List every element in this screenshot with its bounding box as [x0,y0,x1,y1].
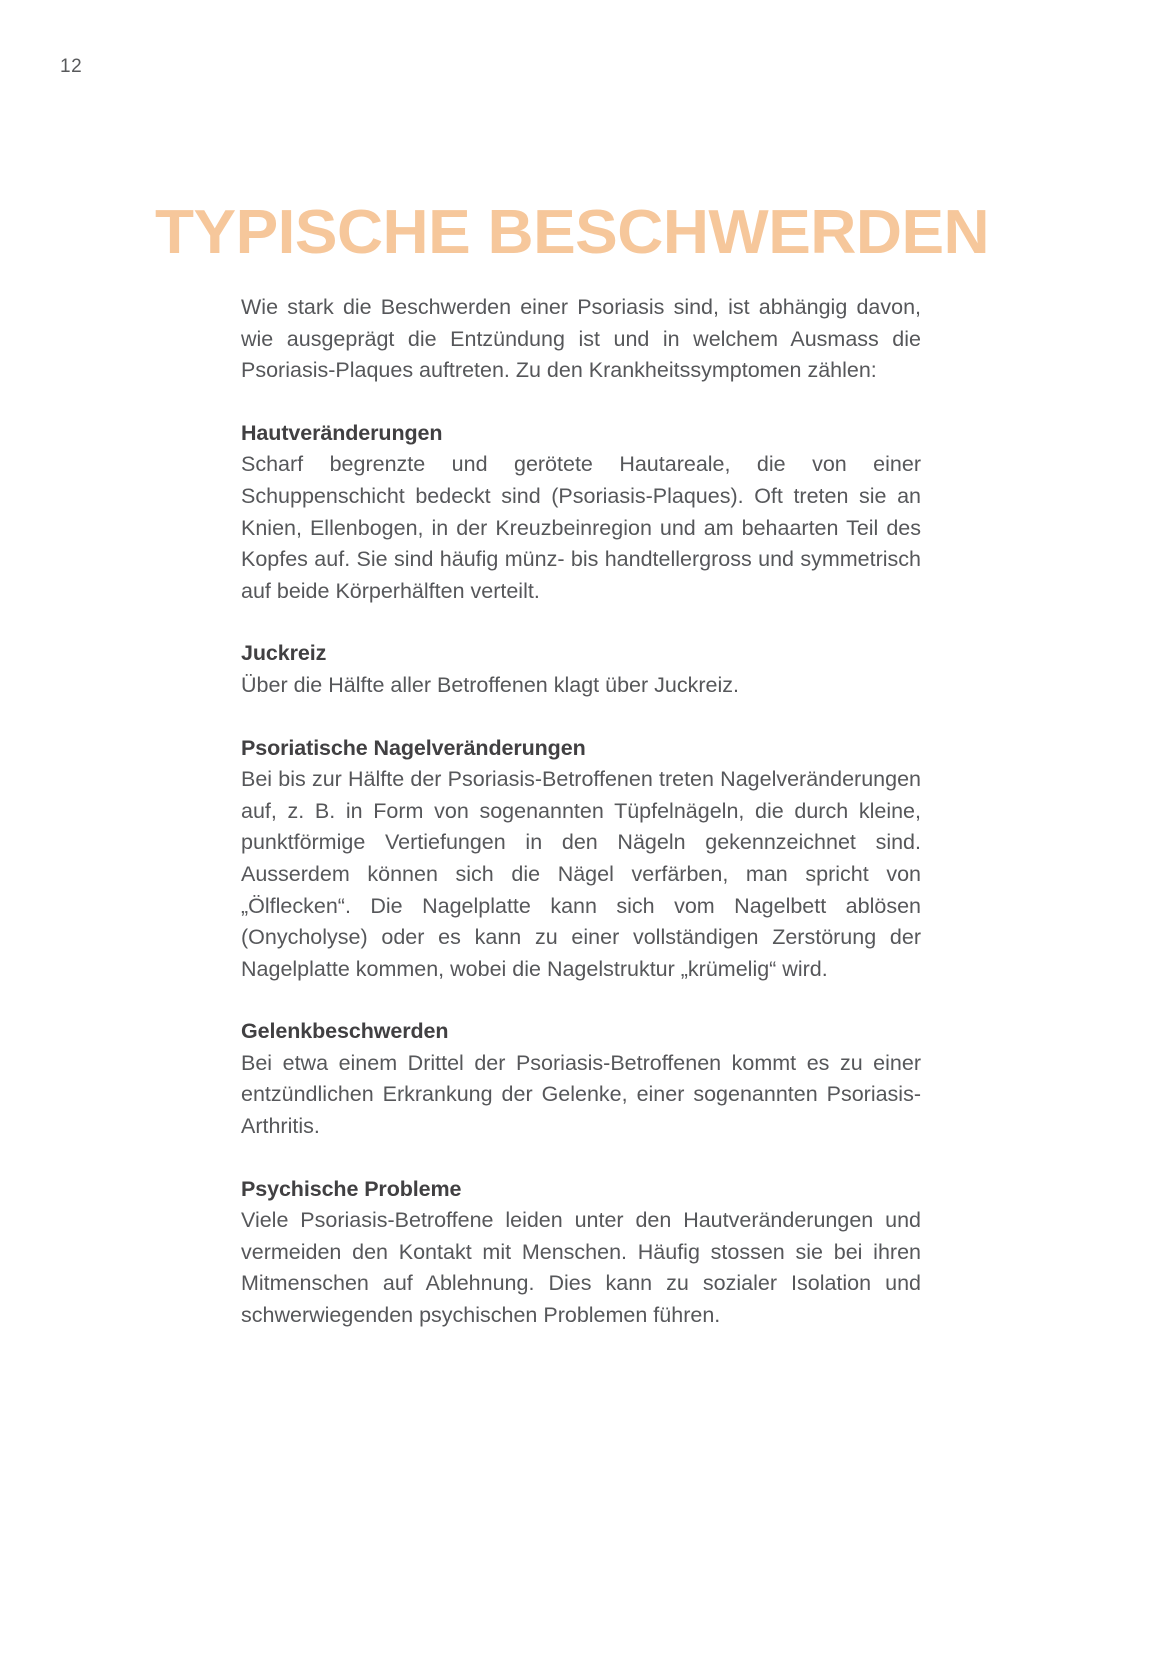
section-body: Viele Psoriasis-Betroffene leiden unter den Hautveränderungen und vermeiden den Kontakt mit Menschen. Häufig stossen sie bei ihren Mitmenschen auf Ablehnung. Dies kann zu sozialer Isolation und schwerwiegenden psychischen Problemen führen. [241,1208,921,1328]
section-nagelveraenderungen [241,733,921,986]
section-hautveraenderungen [241,418,921,608]
page-title: TYPISCHE BESCHWERDEN [155,197,990,267]
section-heading: Psoriatische Nagelveränderungen [241,735,586,760]
section-body: Scharf begrenzte und gerötete Hautareale, die von einer Schuppenschicht bedeckt sind (Psoriasis-Plaques). Oft treten sie an Knien, Ellenbogen, in der Kreuzbeinregion und am behaarten Teil des Kopfes auf. Sie sind häufig münz- bis handtellergross und symmetrisch auf beide Körperhälften verteilt. [241,452,921,603]
section-heading: Psychische Probleme [241,1176,462,1201]
section-heading: Juckreiz [241,641,327,666]
section-body: Bei etwa einem Drittel der Psoriasis-Betroffenen kommt es zu einer entzündlichen Erkrankung der Gelenke, einer sogenannten Psoriasis-Arthritis. [241,1050,921,1139]
section-gelenkbeschwerden [241,1016,921,1142]
section-psychische-probleme [241,1174,921,1332]
section-heading: Hautveränderungen [241,420,443,445]
intro-block [241,292,921,387]
page-content [241,292,921,1332]
intro-paragraph: Wie stark die Beschwerden einer Psoriasis sind, ist abhängig davon, wie ausgeprägt die Entzündung ist und in welchem Ausmass die Psoriasis-Plaques auftreten. Zu den Krankheitssymptomen zählen: [241,295,921,383]
section-juckreiz [241,638,921,701]
section-body: Über die Hälfte aller Betroffenen klagt über Juckreiz. [241,672,739,697]
page-number: 12 [60,56,83,77]
section-body: Bei bis zur Hälfte der Psoriasis-Betroffenen treten Nagelveränderungen auf, z. B. in Form von sogenannten Tüpfelnägeln, die durch kleine, punktförmige Vertiefungen in den Nägeln gekennzeichnet sind. Ausserdem können sich die Nägel verfärben, man spricht von „Ölflecken“. Die Nagelplatte kann sich vom Nagelbett ablösen (Onycholyse) oder es kann zu einer vollständigen Zerstörung der Nagelplatte kommen, wobei die Nagelstruktur „krümelig“ wird. [241,767,921,981]
section-heading: Gelenkbeschwerden [241,1019,449,1044]
